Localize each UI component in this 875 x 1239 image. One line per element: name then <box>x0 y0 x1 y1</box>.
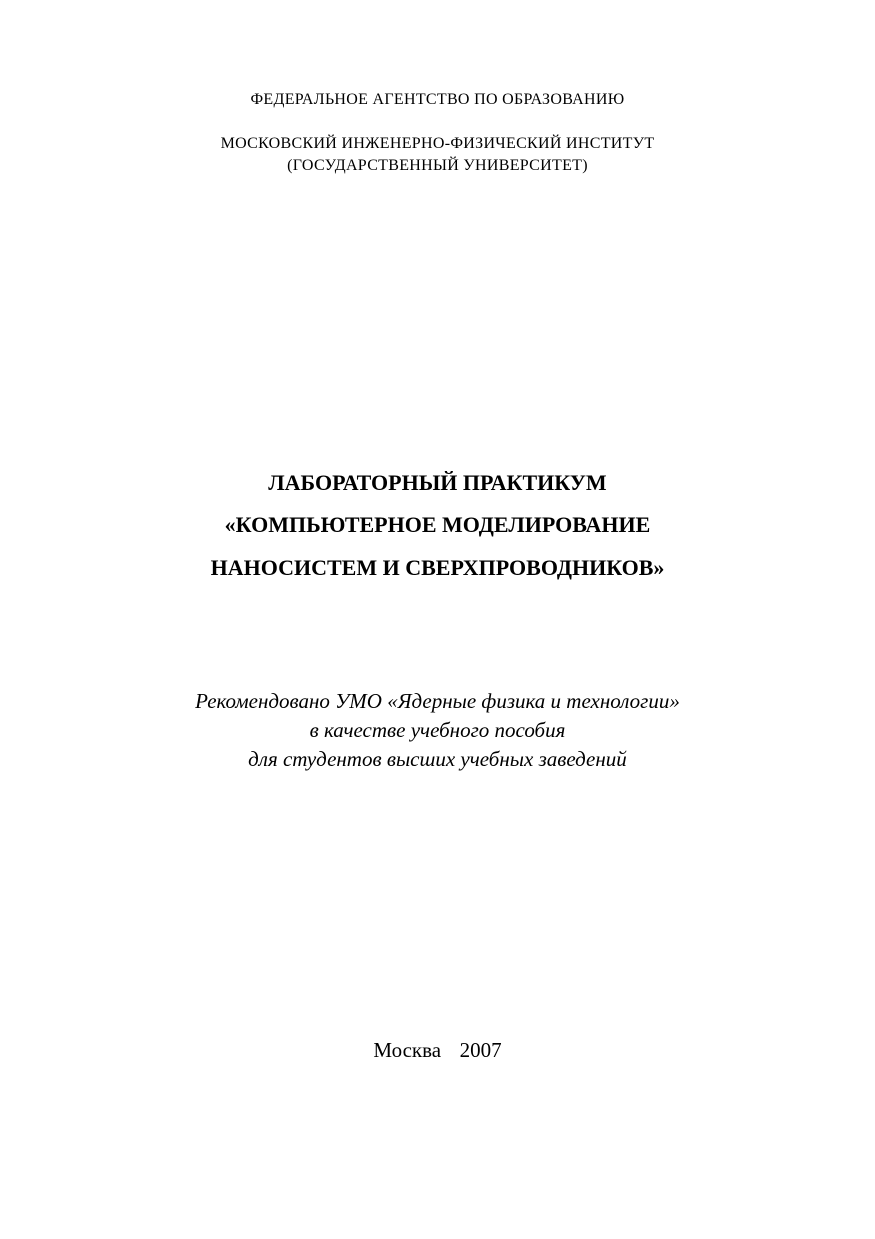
agency-name: ФЕДЕРАЛЬНОЕ АГЕНТСТВО ПО ОБРАЗОВАНИЮ <box>250 91 625 108</box>
recommendation-line-1: Рекомендовано УМО «Ядерные физика и технологии» <box>195 689 680 713</box>
recommendation-line-2: в качестве учебного пособия <box>309 718 566 742</box>
title-line-3: НАНОСИСТЕМ И СВЕРХПРОВОДНИКОВ» <box>210 555 665 580</box>
institute-name: МОСКОВСКИЙ ИНЖЕНЕРНО-ФИЗИЧЕСКИЙ ИНСТИТУТ <box>220 135 655 152</box>
title-line-2: «КОМПЬЮТЕРНОЕ МОДЕЛИРОВАНИЕ <box>224 512 651 537</box>
title-line-1: ЛАБОРАТОРНЫЙ ПРАКТИКУМ <box>268 470 607 495</box>
recommendation-line-3: для студентов высших учебных заведений <box>248 747 627 771</box>
institute-status: (ГОСУДАРСТВЕННЫЙ УНИВЕРСИТЕТ) <box>287 157 588 174</box>
place-and-year: Москва 2007 <box>373 1038 502 1062</box>
